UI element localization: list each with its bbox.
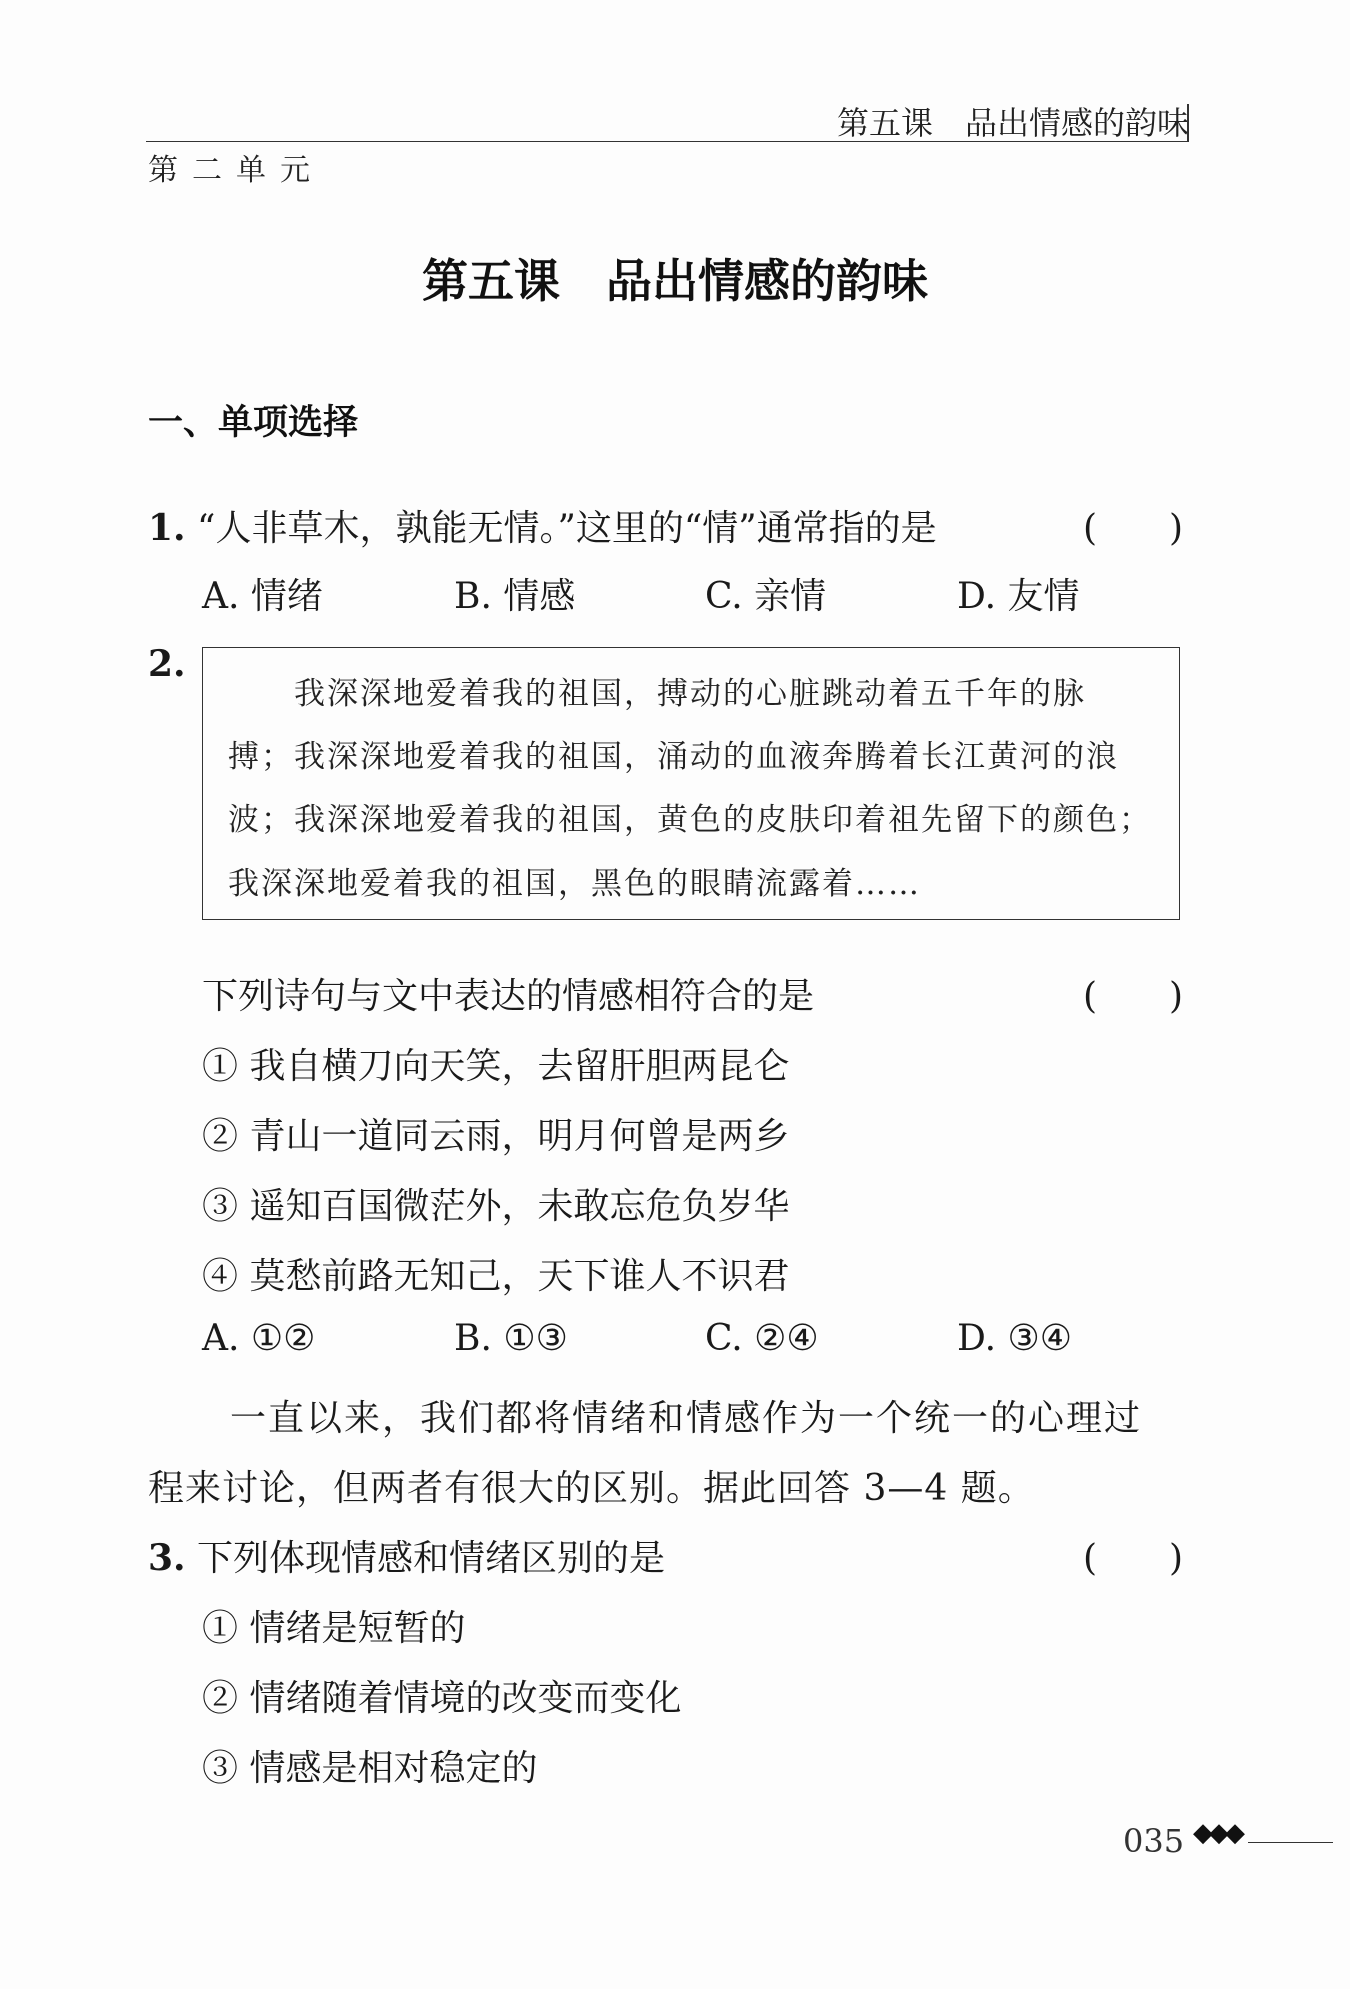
diamond-ornament-icon: ◆◆◆ [1193, 1818, 1241, 1848]
q1-option-d: D. 友情 [957, 576, 1080, 617]
q2-item: ② 青山一道同云雨，明月何曾是两乡 [202, 1116, 790, 1157]
passage-line: 我深深地爱着我的祖国，搏动的心脏跳动着五千年的脉 [228, 676, 1086, 712]
passage-line: 波；我深深地爱着我的祖国，黄色的皮肤印着祖先留下的颜色； [228, 802, 1152, 838]
intro-paragraph-line: 一直以来，我们都将情绪和情感作为一个统一的心理过 [230, 1398, 1143, 1439]
question-number: 1. [148, 507, 186, 549]
passage-line: 我深深地爱着我的祖国，黑色的眼睛流露着…… [228, 866, 921, 902]
q1-option-c: C. 亲情 [705, 576, 827, 617]
q2-option-c: C. ②④ [705, 1318, 819, 1359]
answer-blank-3: ( ) [1083, 1538, 1184, 1579]
q3-item: ③ 情感是相对稳定的 [202, 1748, 538, 1789]
intro-paragraph-line: 程来讨论，但两者有很大的区别。据此回答 3—4 题。 [148, 1468, 1035, 1509]
question-2-number: 2. [148, 643, 186, 685]
answer-blank-2: ( ) [1083, 976, 1184, 1017]
running-header-lesson: 第五课 品出情感的韵味 [836, 104, 1189, 142]
passage-line: 搏；我深深地爱着我的祖国，涌动的血液奔腾着长江黄河的浪 [228, 739, 1119, 775]
question-text: 下列体现情感和情绪区别的是 [197, 1538, 666, 1579]
q2-option-a: A. ①② [202, 1318, 316, 1359]
q2-item: ④ 莫愁前路无知己，天下谁人不识君 [202, 1256, 790, 1297]
q1-option-a: A. 情绪 [202, 576, 323, 617]
running-header-unit: 第二单元 [148, 153, 324, 188]
footer-rule [1248, 1842, 1333, 1843]
question-text: “人非草木，孰能无情。”这里的“情”通常指的是 [197, 508, 937, 549]
header-rule [146, 141, 1189, 142]
answer-blank-1: ( ) [1083, 508, 1184, 549]
q2-item: ① 我自横刀向天笑，去留肝胆两昆仑 [202, 1046, 790, 1087]
question-number: 3. [148, 1537, 186, 1579]
q3-item: ① 情绪是短暂的 [202, 1608, 466, 1649]
section-heading: 一、单项选择 [148, 403, 359, 443]
q1-option-b: B. 情感 [454, 576, 576, 617]
q2-option-b: B. ①③ [454, 1318, 568, 1359]
q2-item: ③ 遥知百国微茫外，未敢忘危负岁华 [202, 1186, 790, 1227]
q2-option-d: D. ③④ [957, 1318, 1073, 1359]
header-vertical-bar [1187, 104, 1189, 142]
page-number: 035 [1123, 1822, 1185, 1860]
question-2-stem: 下列诗句与文中表达的情感相符合的是 [202, 976, 815, 1017]
q3-item: ② 情绪随着情境的改变而变化 [202, 1678, 682, 1719]
page-title: 第五课 品出情感的韵味 [422, 254, 928, 308]
question-3-stem [148, 1530, 665, 1581]
question-1-stem [148, 500, 937, 551]
